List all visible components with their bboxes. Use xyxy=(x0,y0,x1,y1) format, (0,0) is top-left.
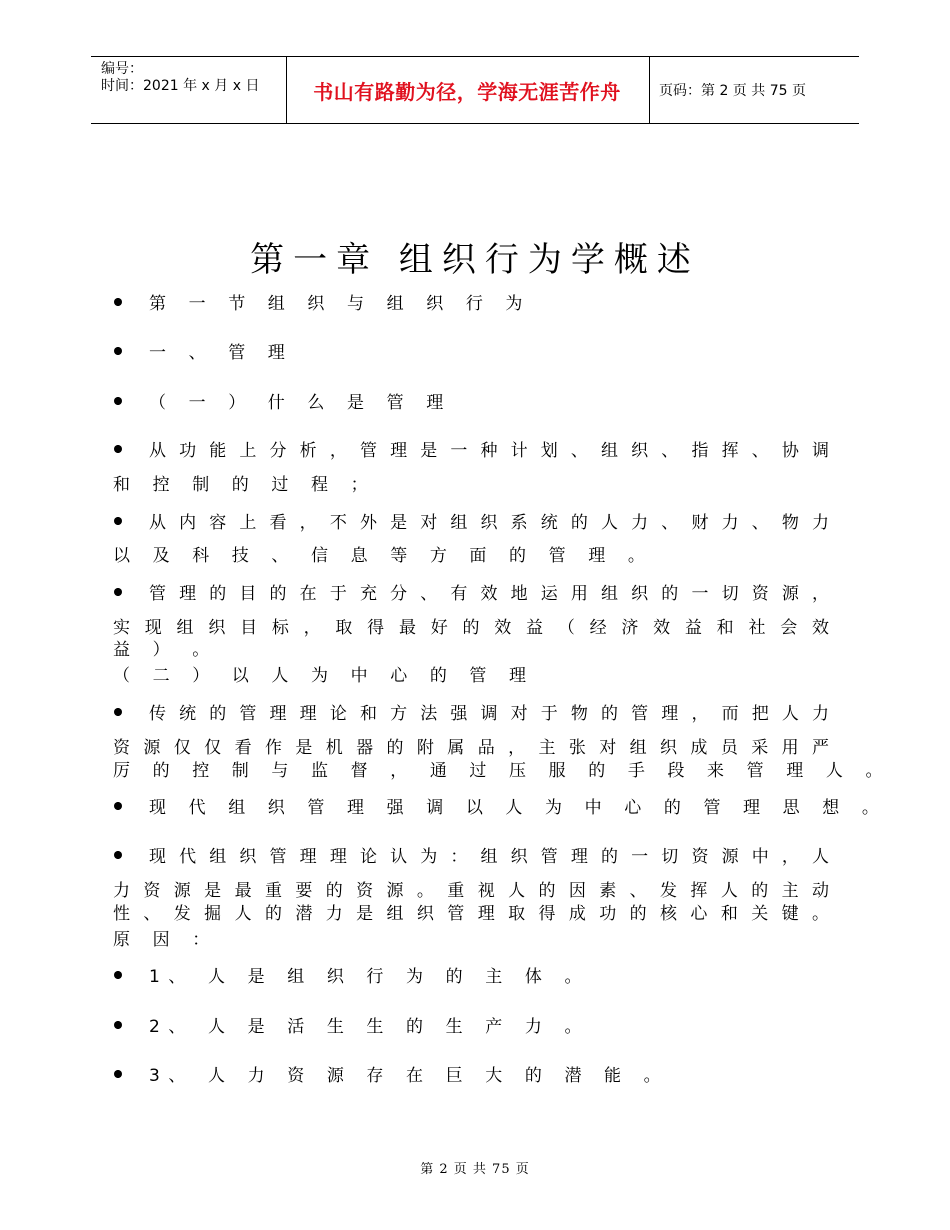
line-text: 传 统 的 管 理 理 论 和 方 法 强 调 对 于 物 的 管 理 ， 而 把 人 力 xyxy=(149,704,829,724)
header-page-info: 页码：第 2 页 共 75 页 xyxy=(659,83,806,99)
bullet-icon xyxy=(113,970,123,980)
page-header-table xyxy=(91,56,859,124)
bullet-paragraph-line xyxy=(113,847,829,867)
line-text: 现 代 组 织 管 理 理 论 认 为 ： 组 织 管 理 的 一 切 资 源 中 ， 人 xyxy=(149,847,829,867)
line-text: （ 一 ） 什 么 是 管 理 xyxy=(149,393,452,413)
bullet-icon xyxy=(113,396,123,406)
bullet-paragraph-line xyxy=(113,584,829,604)
bullet-paragraph-line xyxy=(113,798,887,818)
page-footer: 第 2 页 共 75 页 xyxy=(420,1162,530,1177)
line-text: 性 、 发 掘 人 的 潜 力 是 组 织 管 理 取 得 成 功 的 核 心 和 关 键 。 xyxy=(113,904,829,924)
line-text: 资 源 仅 仅 看 作 是 机 器 的 附 属 品 ， 主 张 对 组 织 成 员 采 用 严 xyxy=(113,738,829,758)
paragraph-line xyxy=(113,904,829,924)
paragraph-line xyxy=(113,761,891,781)
paragraph-line xyxy=(113,881,829,901)
bullet-paragraph-line xyxy=(113,704,829,724)
line-text: 和 控 制 的 过 程 ； xyxy=(113,475,377,495)
line-text: 第 一 节 组 织 与 组 织 行 为 xyxy=(149,294,532,314)
paragraph-line xyxy=(113,666,535,686)
bullet-icon xyxy=(113,516,123,526)
line-text: 一 、 管 理 xyxy=(149,343,294,363)
line-text: 厉 的 控 制 与 监 督 ， 通 过 压 服 的 手 段 来 管 理 人 。 xyxy=(113,761,892,781)
bullet-icon xyxy=(113,707,123,717)
bullet-paragraph-line xyxy=(113,1017,590,1037)
line-text: 从 内 容 上 看 ， 不 外 是 对 组 织 系 统 的 人 力 、 财 力 、 物 力 xyxy=(149,513,829,533)
paragraph-line xyxy=(113,930,218,950)
bullet-paragraph-line xyxy=(113,1066,669,1086)
line-text: 1、 人 是 组 织 行 为 的 主 体 。 xyxy=(149,967,591,987)
bullet-paragraph-line xyxy=(113,343,293,363)
bullet-icon xyxy=(113,346,123,356)
header-divider xyxy=(649,57,650,123)
bullet-icon xyxy=(113,1069,123,1079)
paragraph-line xyxy=(113,546,653,566)
line-text: （ 二 ） 以 人 为 中 心 的 管 理 xyxy=(113,666,535,686)
bullet-icon xyxy=(113,850,123,860)
header-meta xyxy=(101,61,259,95)
paragraph-line xyxy=(113,475,376,495)
bullet-icon xyxy=(113,1020,123,1030)
line-text: 现 代 组 织 管 理 强 调 以 人 为 中 心 的 管 理 思 想 。 xyxy=(149,798,888,818)
bullet-paragraph-line xyxy=(113,441,829,461)
bullet-icon xyxy=(113,444,123,454)
bullet-paragraph-line xyxy=(113,294,531,314)
document-time-label: 时间：2021 年 x 月 x 日 xyxy=(101,78,260,94)
chapter-title: 第一章 组织行为学概述 xyxy=(250,240,700,280)
bullet-paragraph-line xyxy=(113,393,452,413)
line-text: 益 ） 。 xyxy=(113,640,218,660)
header-motto: 书山有路勤为径，学海无涯苦作舟 xyxy=(313,79,621,104)
document-number-label: 编号： xyxy=(101,61,143,77)
line-text: 从 功 能 上 分 析 ， 管 理 是 一 种 计 划 、 组 织 、 指 挥 、 协 调 xyxy=(149,441,829,461)
line-text: 3、 人 力 资 源 存 在 巨 大 的 潜 能 。 xyxy=(149,1066,670,1086)
paragraph-line xyxy=(113,738,829,758)
line-text: 实 现 组 织 目 标 ， 取 得 最 好 的 效 益 （ 经 济 效 益 和 社 会 效 xyxy=(113,618,829,638)
line-text: 管 理 的 目 的 在 于 充 分 、 有 效 地 运 用 组 织 的 一 切 资 源 ， xyxy=(149,584,829,604)
line-text: 力 资 源 是 最 重 要 的 资 源 。 重 视 人 的 因 素 、 发 挥 人 的 主 动 xyxy=(113,881,829,901)
line-text: 以 及 科 技 、 信 息 等 方 面 的 管 理 。 xyxy=(113,546,654,566)
bullet-paragraph-line xyxy=(113,967,590,987)
bullet-paragraph-line xyxy=(113,513,829,533)
bullet-icon xyxy=(113,587,123,597)
line-text: 原 因 ： xyxy=(113,930,218,950)
paragraph-line xyxy=(113,640,218,660)
bullet-icon xyxy=(113,801,123,811)
line-text: 2、 人 是 活 生 生 的 生 产 力 。 xyxy=(149,1017,591,1037)
paragraph-line xyxy=(113,618,829,638)
bullet-icon xyxy=(113,297,123,307)
